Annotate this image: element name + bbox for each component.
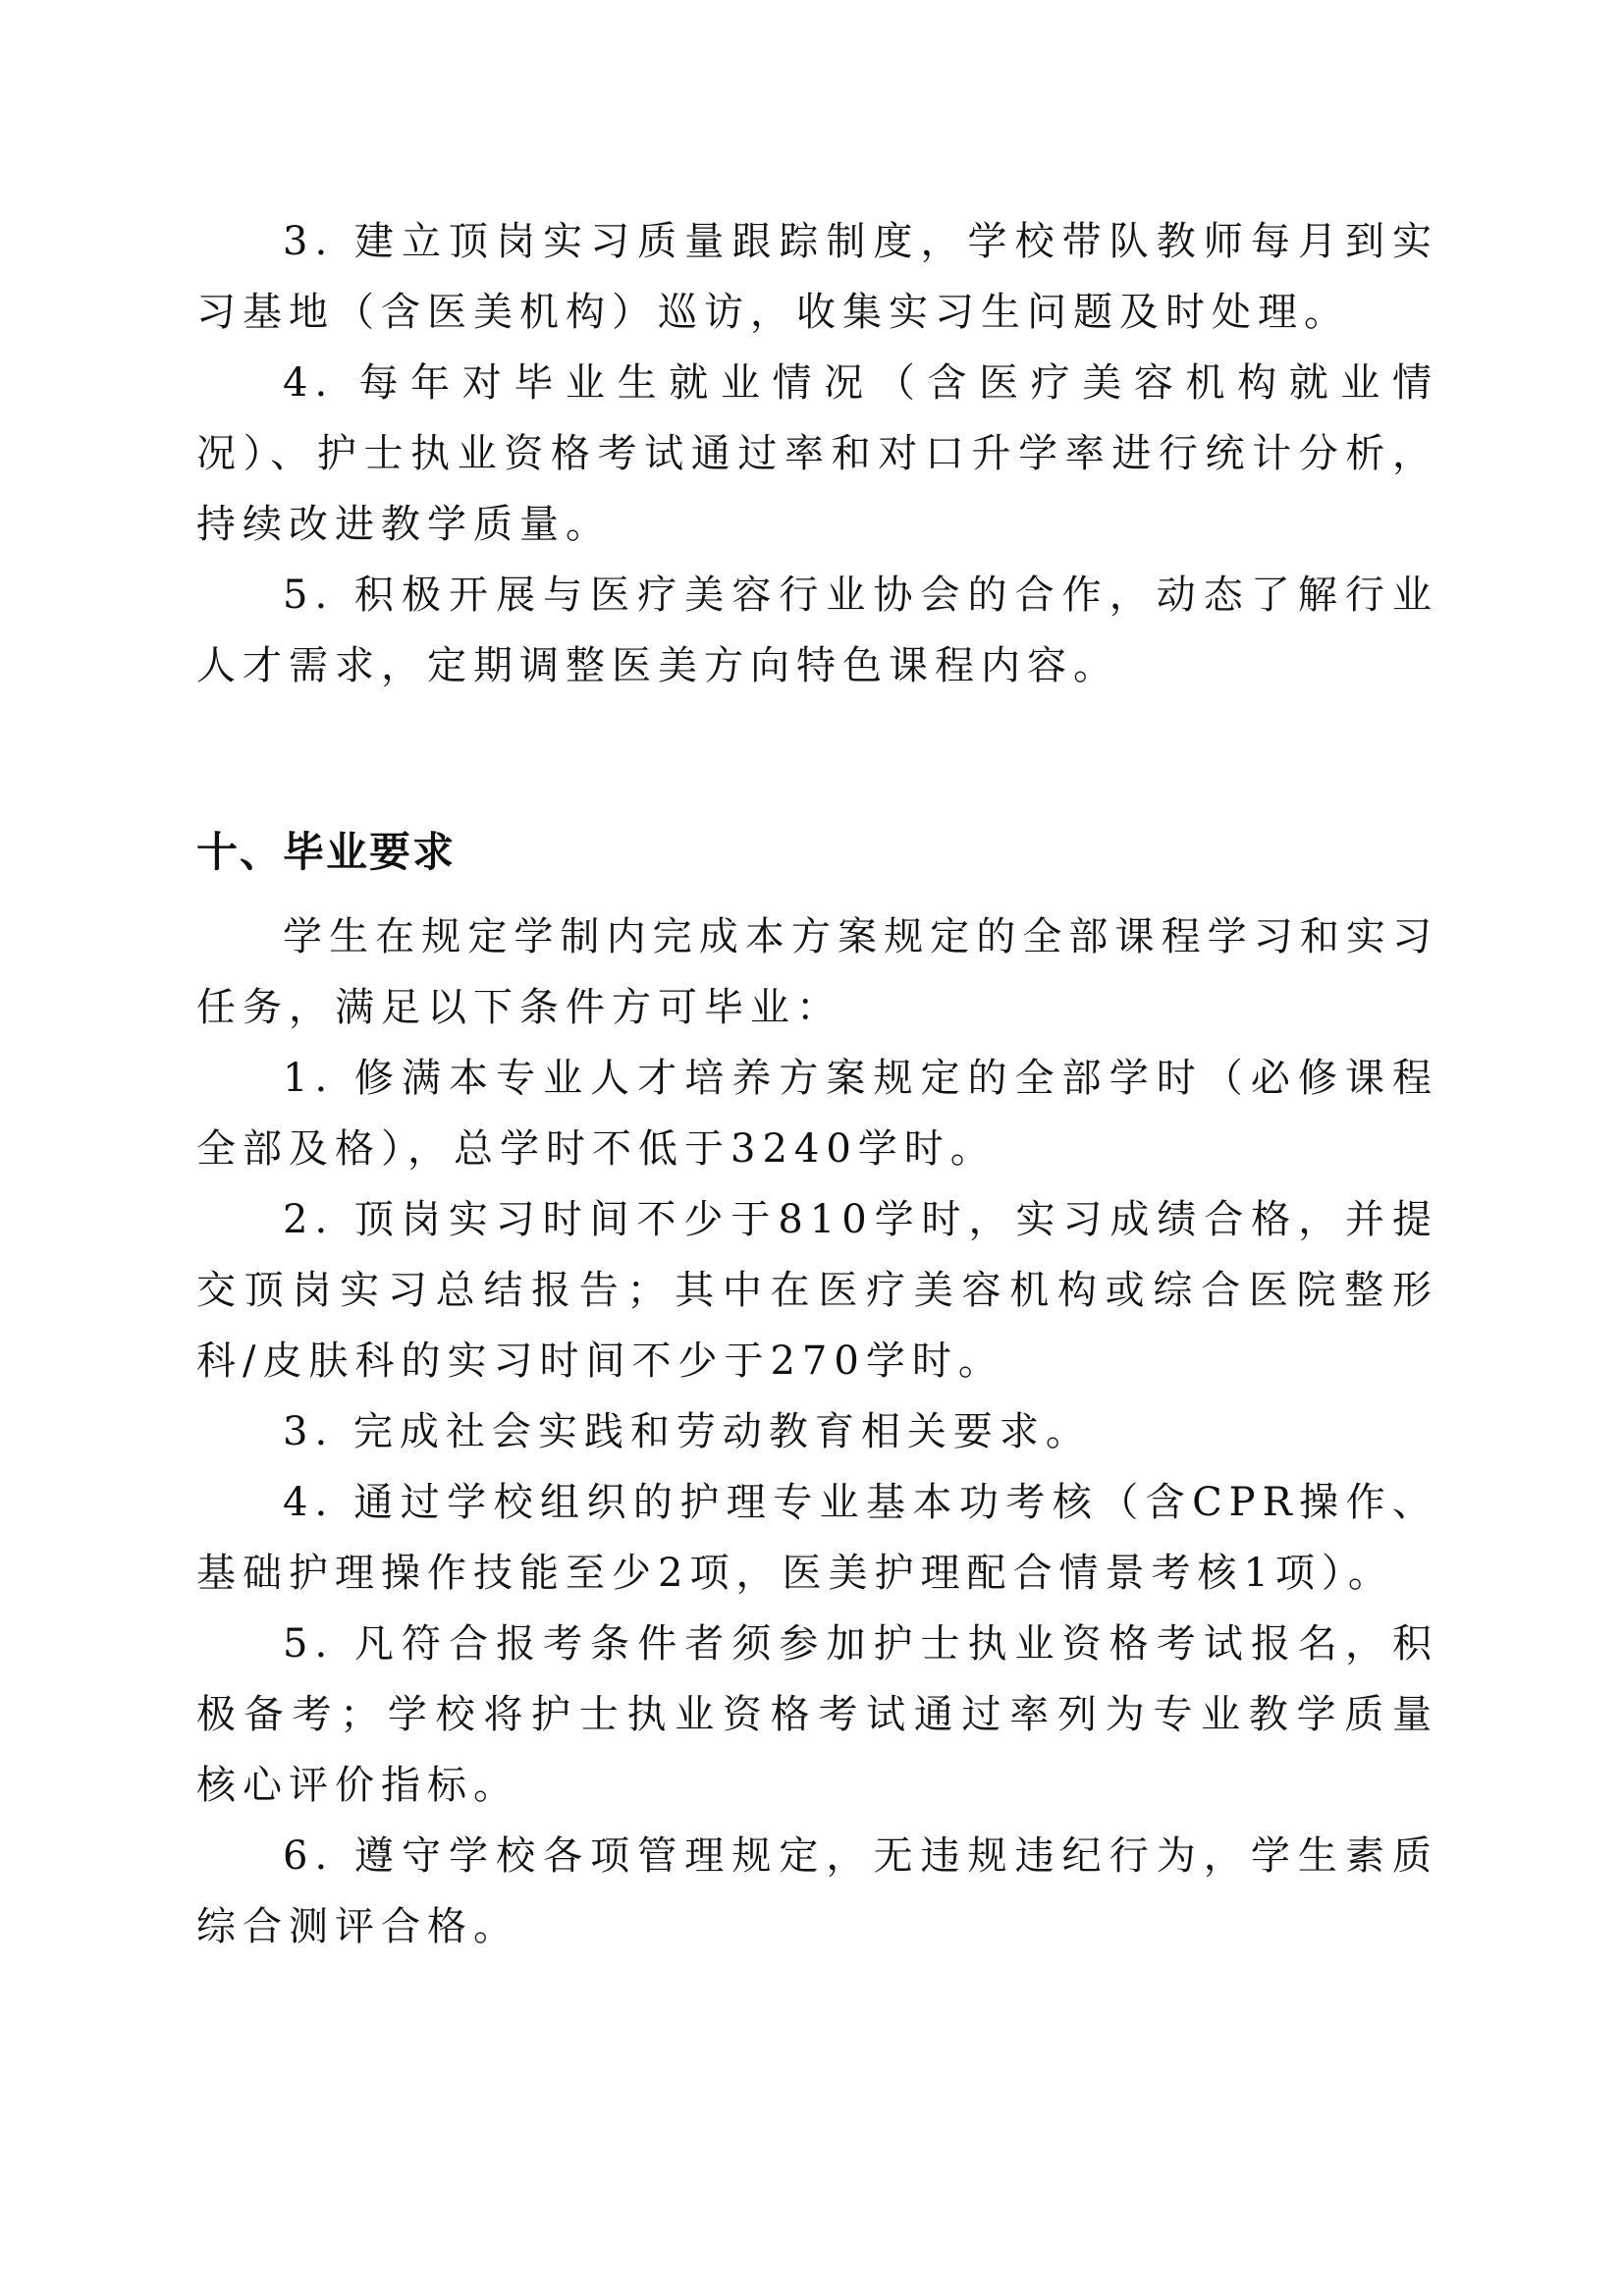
- paragraph-requirement-4: 4. 通过学校组织的护理专业基本功考核（含CPR操作、基础护理操作技能至少2项，医美护理配合情景考核1项）。: [196, 1480, 1438, 1596]
- paragraph-item-4-graduate-statistics: 4. 每年对毕业生就业情况（含医疗美容机构就业情况）、护士执业资格考试通过率和对口升学率进行统计分析，持续改进教学质量。: [196, 360, 1438, 547]
- paragraph-requirement-2: 2. 顶岗实习时间不少于810学时，实习成绩合格，并提交顶岗实习总结报告；其中在医疗美容机构或综合医院整形科/皮肤科的实习时间不少于270学时。: [196, 1197, 1438, 1384]
- document-page: [196, 206, 1438, 1962]
- paragraph-item-3-quality-tracking: 3. 建立顶岗实习质量跟踪制度，学校带队教师每月到实习基地（含医美机构）巡访，收集实习生问题及时处理。: [196, 219, 1438, 335]
- paragraph-graduation-intro: 学生在规定学制内完成本方案规定的全部课程学习和实习任务，满足以下条件方可毕业：: [196, 914, 1438, 1030]
- paragraph-requirement-5: 5. 凡符合报考条件者须参加护士执业资格考试报名，积极备考；学校将护士执业资格考试通过率列为专业教学质量核心评价指标。: [196, 1621, 1438, 1808]
- paragraph-requirement-1: 1. 修满本专业人才培养方案规定的全部学时（必修课程全部及格），总学时不低于3240学时。: [196, 1056, 1438, 1172]
- paragraph-item-5-industry-cooperation: 5. 积极开展与医疗美容行业协会的合作，动态了解行业人才需求，定期调整医美方向特色课程内容。: [196, 573, 1438, 688]
- paragraph-requirement-6: 6. 遵守学校各项管理规定，无违规违纪行为，学生素质综合测评合格。: [196, 1833, 1438, 1949]
- paragraph-requirement-3: 3. 完成社会实践和劳动教育相关要求。: [283, 1409, 1092, 1454]
- section-heading-graduation-requirements: 十、毕业要求: [196, 828, 457, 876]
